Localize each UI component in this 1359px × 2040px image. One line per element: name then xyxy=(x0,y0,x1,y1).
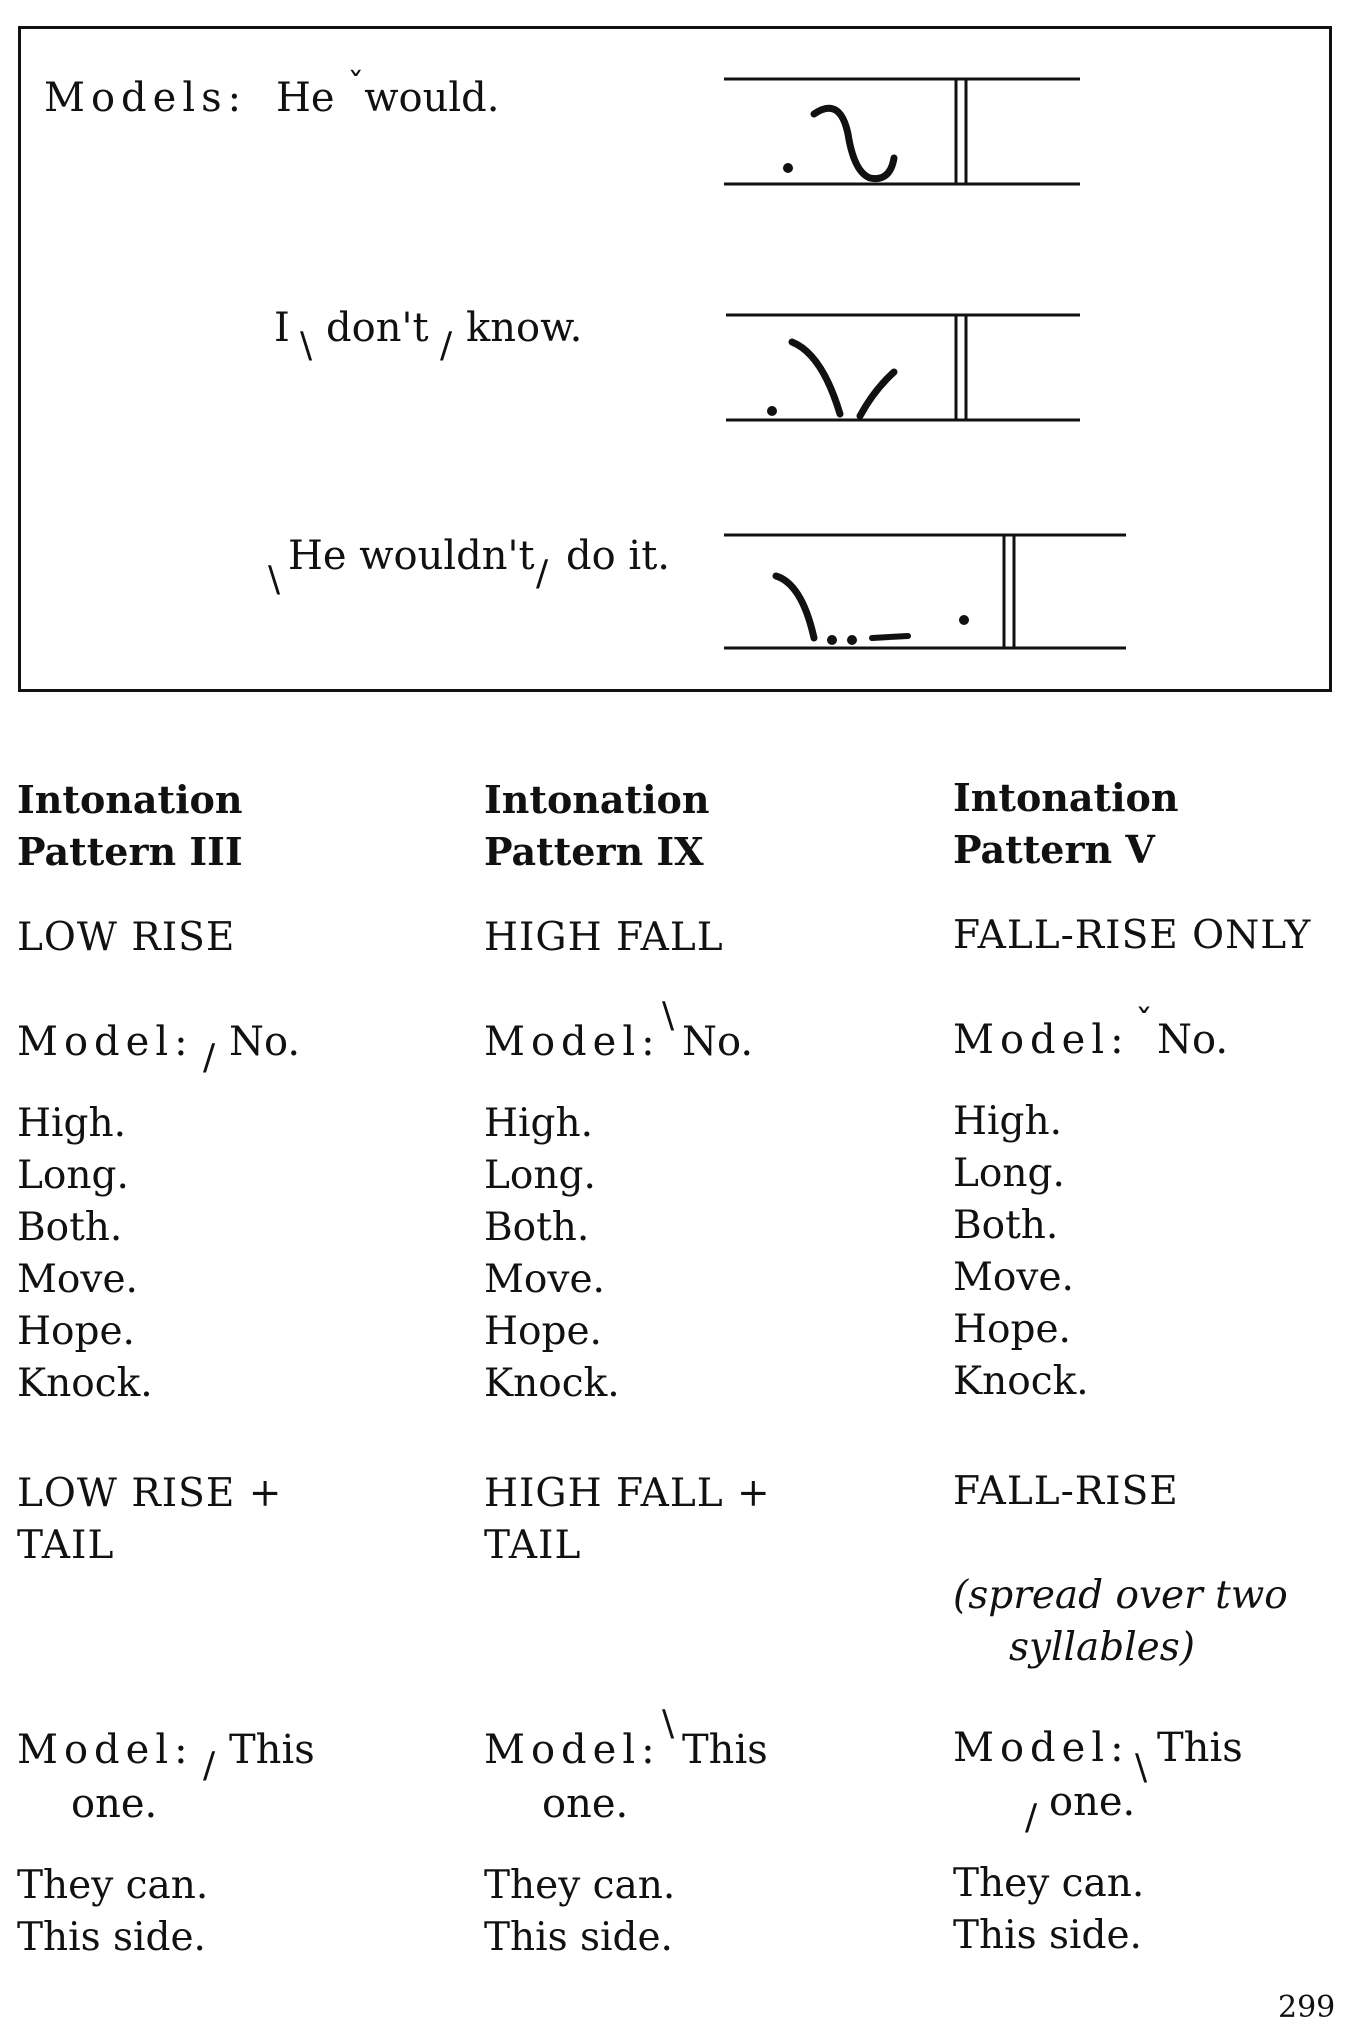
pattern-type: FALL-RISE ONLY xyxy=(953,913,1312,958)
model-line xyxy=(17,1019,194,1065)
list-item: Move. xyxy=(17,1257,138,1302)
model-label: Model: xyxy=(17,1727,194,1773)
models-label: Models: xyxy=(44,75,248,121)
list-item: Hope. xyxy=(17,1309,135,1354)
model-example-2 xyxy=(274,305,290,351)
practice-word-list xyxy=(17,1098,153,1410)
pattern-type-2-line2: TAIL xyxy=(484,1523,582,1568)
low-rise-mark: / xyxy=(203,1745,216,1786)
model-2-word1: This xyxy=(1157,1725,1243,1771)
pattern-type-2-line1: LOW RISE + xyxy=(17,1471,283,1516)
example-1-before: He xyxy=(276,75,335,121)
list-item: They can. xyxy=(953,1861,1145,1906)
pattern-type-2-line1: FALL-RISE xyxy=(953,1469,1179,1514)
list-item: This side. xyxy=(484,1915,673,1960)
pattern-type-2-line1: HIGH FALL + xyxy=(484,1471,771,1516)
list-item: This side. xyxy=(17,1915,206,1960)
high-fall-mark: \ xyxy=(268,559,281,600)
model-word: No. xyxy=(1157,1017,1229,1063)
model-word: No. xyxy=(682,1019,754,1065)
list-item: Knock. xyxy=(17,1361,153,1406)
model-label: Model: xyxy=(17,1019,194,1065)
list-item: High. xyxy=(17,1101,126,1146)
practice-word-list xyxy=(484,1098,620,1410)
page-number: 299 xyxy=(1278,1990,1336,2025)
list-item: High. xyxy=(953,1099,1062,1144)
fall-rise-mark: ˇ xyxy=(1135,1003,1153,1044)
list-item: Long. xyxy=(484,1153,596,1198)
list-item: Hope. xyxy=(953,1307,1071,1352)
low-rise-mark: / xyxy=(1025,1797,1038,1838)
example-1-after: would. xyxy=(364,75,500,121)
low-rise-mark: / xyxy=(203,1037,216,1078)
column-title-line2: Pattern V xyxy=(953,827,1155,872)
list-item: Move. xyxy=(484,1257,605,1302)
model-2-line xyxy=(484,1727,661,1773)
list-item: They can. xyxy=(17,1863,209,1908)
practice-phrase-list xyxy=(953,1858,1144,1962)
list-item: Long. xyxy=(953,1151,1065,1196)
model-line xyxy=(484,1019,661,1065)
high-fall-mark: \ xyxy=(300,325,313,366)
list-item: They can. xyxy=(484,1863,676,1908)
note-line1: (spread over two xyxy=(953,1573,1288,1618)
list-item: Move. xyxy=(953,1255,1074,1300)
example-2-part2: don't xyxy=(326,305,429,351)
list-item: Both. xyxy=(953,1203,1059,1248)
intonation-diagram-1 xyxy=(722,74,1082,194)
model-label: Model: xyxy=(953,1725,1130,1771)
column-title-line1: Intonation xyxy=(17,777,243,822)
list-item: Knock. xyxy=(484,1361,620,1406)
model-2-word2: one. xyxy=(542,1781,629,1827)
column-title-line1: Intonation xyxy=(484,777,710,822)
column-title-line2: Pattern IX xyxy=(484,829,704,874)
example-3-part2: do it. xyxy=(566,533,670,579)
model-2-word2: one. xyxy=(71,1781,158,1827)
pattern-type-2-line2: TAIL xyxy=(17,1523,115,1568)
list-item: Both. xyxy=(484,1205,590,1250)
column-title-line2: Pattern III xyxy=(17,829,243,874)
low-rise-mark: / xyxy=(440,325,453,366)
list-item: Knock. xyxy=(953,1359,1089,1404)
note-line2: syllables) xyxy=(1009,1625,1195,1670)
model-word: No. xyxy=(229,1019,301,1065)
intonation-diagram-2 xyxy=(724,310,1084,430)
fall-rise-mark: ˇ xyxy=(347,66,365,106)
example-2-part1: I xyxy=(274,305,290,351)
pattern-type: LOW RISE xyxy=(17,915,236,960)
high-fall-mark: \ xyxy=(662,1703,675,1744)
example-2-part3: know. xyxy=(466,305,583,351)
example-3-part1: He wouldn't xyxy=(288,533,535,579)
list-item: Long. xyxy=(17,1153,129,1198)
list-item: This side. xyxy=(953,1913,1142,1958)
practice-phrase-list xyxy=(17,1860,208,1964)
model-line xyxy=(953,1017,1130,1063)
model-2-word1: This xyxy=(229,1727,315,1773)
practice-phrase-list xyxy=(484,1860,675,1964)
model-label: Model: xyxy=(484,1019,661,1065)
high-fall-mark: \ xyxy=(1135,1747,1148,1788)
model-label: Model: xyxy=(953,1017,1130,1063)
model-2-line xyxy=(953,1725,1130,1771)
intonation-diagram-3 xyxy=(722,530,1132,650)
high-fall-mark: \ xyxy=(662,995,675,1036)
models-box xyxy=(18,26,1332,692)
list-item: Both. xyxy=(17,1205,123,1250)
model-2-word1: This xyxy=(682,1727,768,1773)
model-label: Model: xyxy=(484,1727,661,1773)
column-title-line1: Intonation xyxy=(953,775,1179,820)
list-item: Hope. xyxy=(484,1309,602,1354)
low-rise-mark: / xyxy=(536,553,549,594)
pattern-type: HIGH FALL xyxy=(484,915,724,960)
model-2-line xyxy=(17,1727,194,1773)
model-2-word2: one. xyxy=(1049,1779,1136,1825)
model-example-1 xyxy=(276,66,500,121)
practice-word-list xyxy=(953,1096,1089,1408)
list-item: High. xyxy=(484,1101,593,1146)
